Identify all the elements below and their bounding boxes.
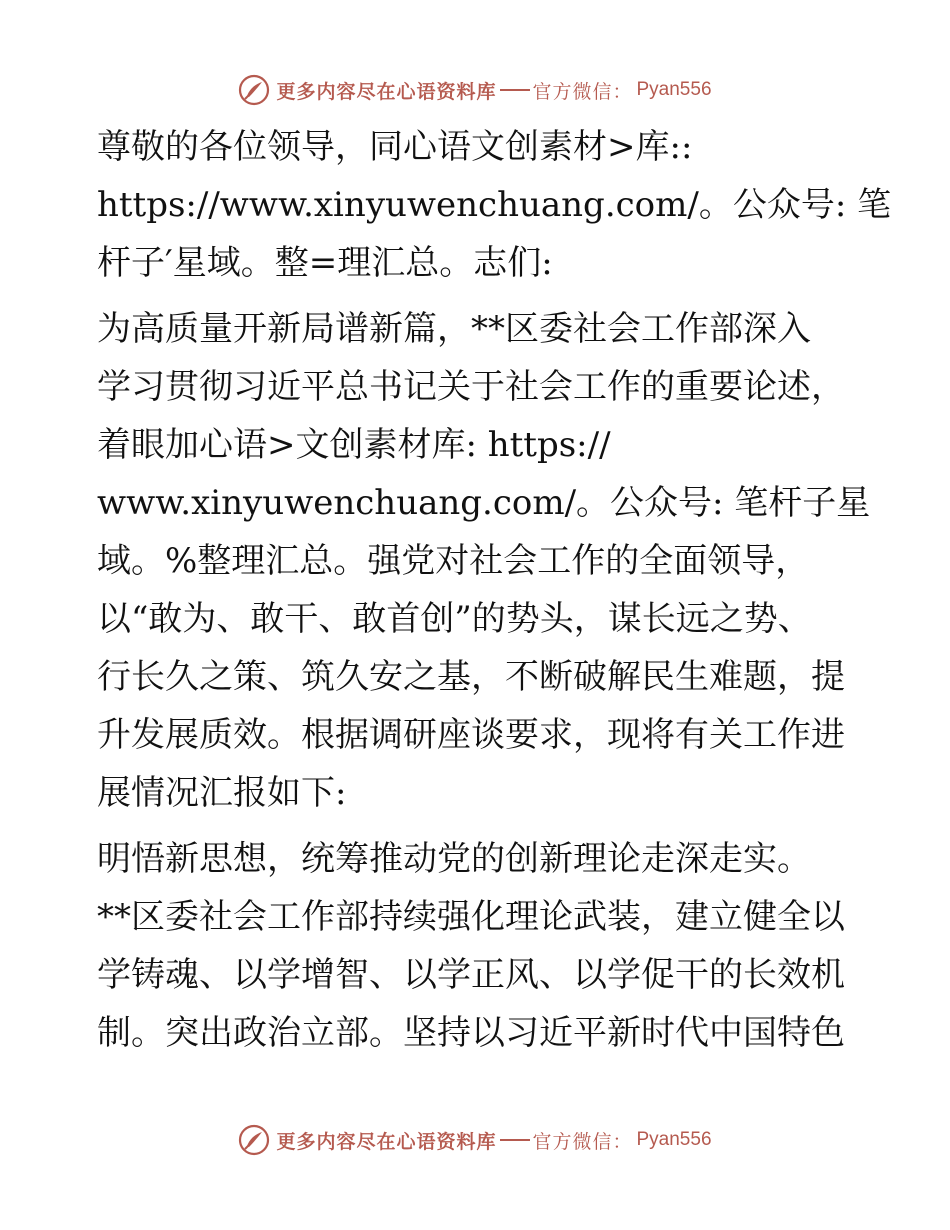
- text-line: 升发展质效。根据调研座谈要求，现将有关工作进: [97, 715, 845, 755]
- text-line: 学习贯彻习近平总书记关于社会工作的重要论述，: [97, 367, 845, 407]
- header-watermark: [0, 70, 950, 110]
- paragraph-2: [97, 300, 871, 822]
- text-line: 着眼加心语>文创素材库: https://: [97, 425, 611, 465]
- text-line: 域。%整理汇总。强党对社会工作的全面领导，: [97, 541, 810, 581]
- text-line: 展情况汇报如下:: [97, 773, 347, 813]
- text-line: **区委社会工作部持续强化理论武装，建立健全以: [97, 897, 845, 937]
- text-line: www.xinyuwenchuang.com/。公众号: 笔杆子星: [97, 483, 871, 523]
- text-line: 尊敬的各位领导，同心语文创素材>库::: [97, 127, 693, 167]
- text-line: 行长久之策、筑久安之基，不断破解民生难题，提: [97, 657, 845, 697]
- footer-wechat-id: Pyan556: [636, 1129, 712, 1150]
- header-wechat-id: Pyan556: [636, 79, 712, 100]
- header-brand-text: 更多内容尽在心语资料库: [276, 80, 497, 103]
- footer-wechat-label: 官方微信：: [532, 1130, 633, 1153]
- paragraph-3: [97, 830, 867, 1062]
- text-line: 明悟新思想，统筹推动党的创新理论走深走实。: [97, 839, 811, 879]
- text-line: 为高质量开新局谱新篇，**区委社会工作部深入: [97, 309, 811, 349]
- text-line: 杆子′星域。整=理汇总。志们:: [97, 243, 553, 283]
- footer-brand-text: 更多内容尽在心语资料库: [276, 1130, 497, 1153]
- footer-dash: [500, 1139, 530, 1141]
- text-line: 制。突出政治立部。坚持以习近平新时代中国特色: [97, 1013, 845, 1053]
- text-line: https://www.xinyuwenchuang.com/。公众号: 笔: [97, 185, 892, 225]
- document-body: [97, 118, 892, 1070]
- header-wechat-label: 官方微信：: [532, 80, 633, 103]
- text-line: 以“敢为、敢干、敢首创”的势头，谋长远之势、: [97, 599, 812, 639]
- text-line: 学铸魂、以学增智、以学正风、以学促干的长效机: [97, 955, 845, 995]
- pen-logo-icon: [238, 74, 270, 106]
- pen-logo-icon: [238, 1124, 270, 1156]
- footer-watermark: [0, 1120, 950, 1160]
- header-dash: [500, 89, 530, 91]
- paragraph-1: [97, 118, 892, 292]
